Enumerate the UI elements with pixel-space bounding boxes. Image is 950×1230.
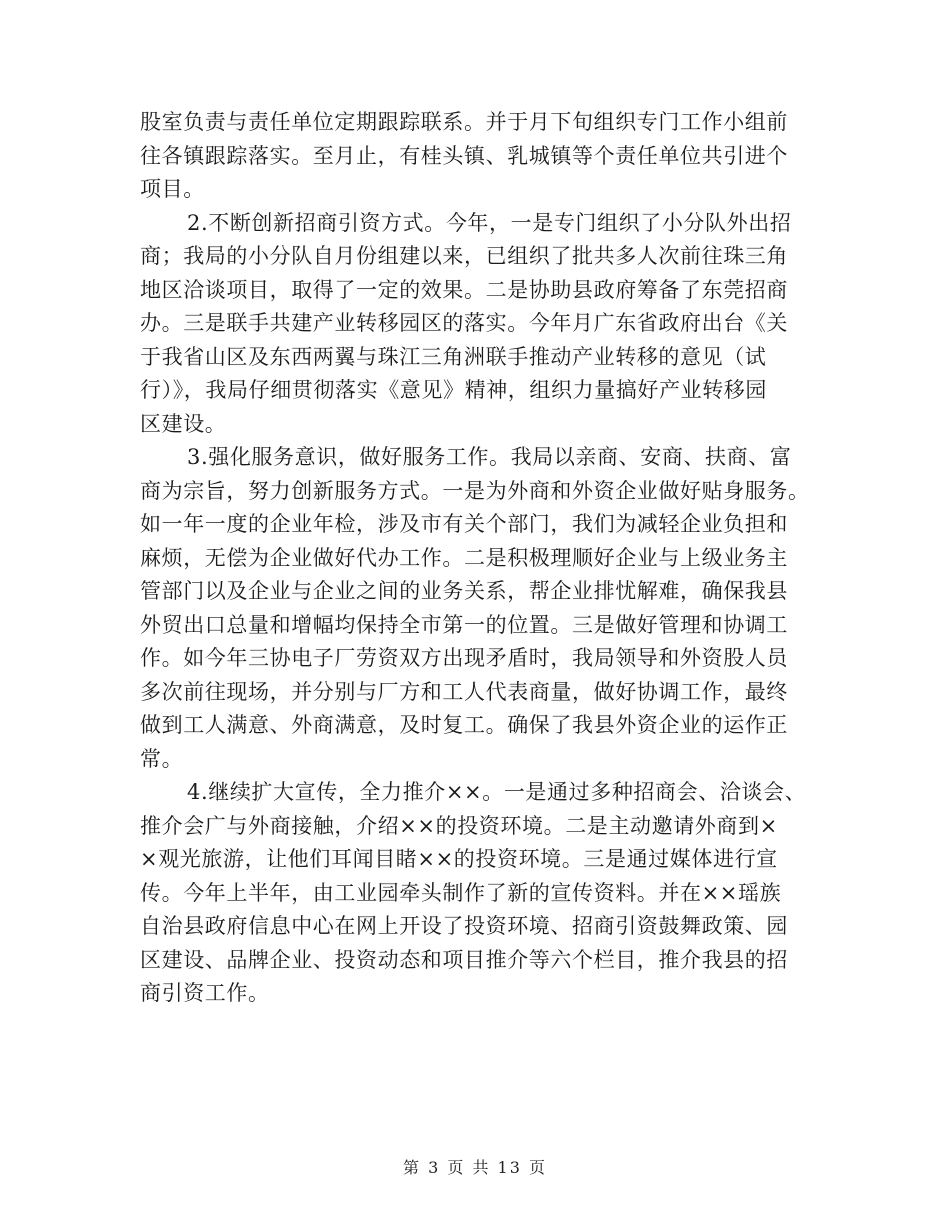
text-line: 往各镇跟踪落实。至月止，有桂头镇、乳城镇等个责任单位共引进个 (140, 143, 788, 168)
text-line: 商引资工作。 (140, 981, 270, 1005)
text-line: 行）》，我局仔细贯彻落实《意见》精神，组织力量搞好产业转移园 (140, 378, 767, 402)
text-line: 区建设。 (140, 411, 227, 436)
document-body (140, 106, 816, 1011)
text-line: 商；我局的小分队自月份组建以来，已组织了批共多人次前往珠三角 (140, 244, 788, 268)
text-line: 项目。 (140, 177, 205, 201)
text-line: 传。今年上半年，由工业园牵头制作了新的宣传资料。并在××瑶族 (140, 880, 782, 905)
text-line: 4.继续扩大宣传，全力推介××。一是通过多种招商会、洽谈会、 (187, 780, 807, 804)
text-line: 管部门以及企业与企业之间的业务关系，帮企业排忧解难，确保我县 (140, 579, 788, 603)
text-line: 如一年一度的企业年检，涉及市有关个部门，我们为减轻企业负担和 (140, 512, 788, 536)
text-line: 做到工人满意、外商满意，及时复工。确保了我县外资企业的运作正 (140, 713, 788, 737)
text-line: 外贸出口总量和增幅均保持全市第一的位置。三是做好管理和协调工 (140, 612, 788, 637)
text-line: 麻烦，无偿为企业做好代办工作。二是积极理顺好企业与上级业务主 (140, 545, 788, 570)
text-line: 推介会广与外商接触，介绍××的投资环境。二是主动邀请外商到× (140, 813, 778, 838)
text-line: 作。如今年三协电子厂劳资双方出现矛盾时，我局领导和外资股人员 (140, 646, 788, 670)
text-line: 2.不断创新招商引资方式。今年，一是专门组织了小分队外出招 (187, 210, 792, 235)
page-footer: 第 3 页 共 13 页 (403, 1158, 547, 1177)
text-line: 自治县政府信息中心在网上开设了投资环境、招商引资鼓舞政策、园 (140, 914, 788, 938)
text-line: 多次前往现场，并分别与厂方和工人代表商量，做好协调工作，最终 (140, 679, 788, 704)
text-line: 办。三是联手共建产业转移园区的落实。今年月广东省政府出台《关 (140, 311, 788, 335)
text-line: 3.强化服务意识，做好服务工作。我局以亲商、安商、扶商、富 (187, 445, 792, 469)
text-line: 商为宗旨，努力创新服务方式。一是为外商和外资企业做好贴身服务。 (140, 478, 810, 503)
text-line: 股室负责与责任单位定期跟踪联系。并于月下旬组织专门工作小组前 (140, 110, 788, 134)
text-line: 区建设、品牌企业、投资动态和项目推介等六个栏目，推介我县的招 (140, 947, 788, 972)
text-line: 地区洽谈项目，取得了一定的效果。二是协助县政府筹备了东莞招商 (140, 277, 788, 302)
text-line: ×观光旅游，让他们耳闻目睹××的投资环境。三是通过媒体进行宣 (140, 847, 778, 871)
text-line: 于我省山区及东西两翼与珠江三角洲联手推动产业转移的意见（试 (140, 344, 767, 369)
text-line: 常。 (140, 746, 184, 771)
